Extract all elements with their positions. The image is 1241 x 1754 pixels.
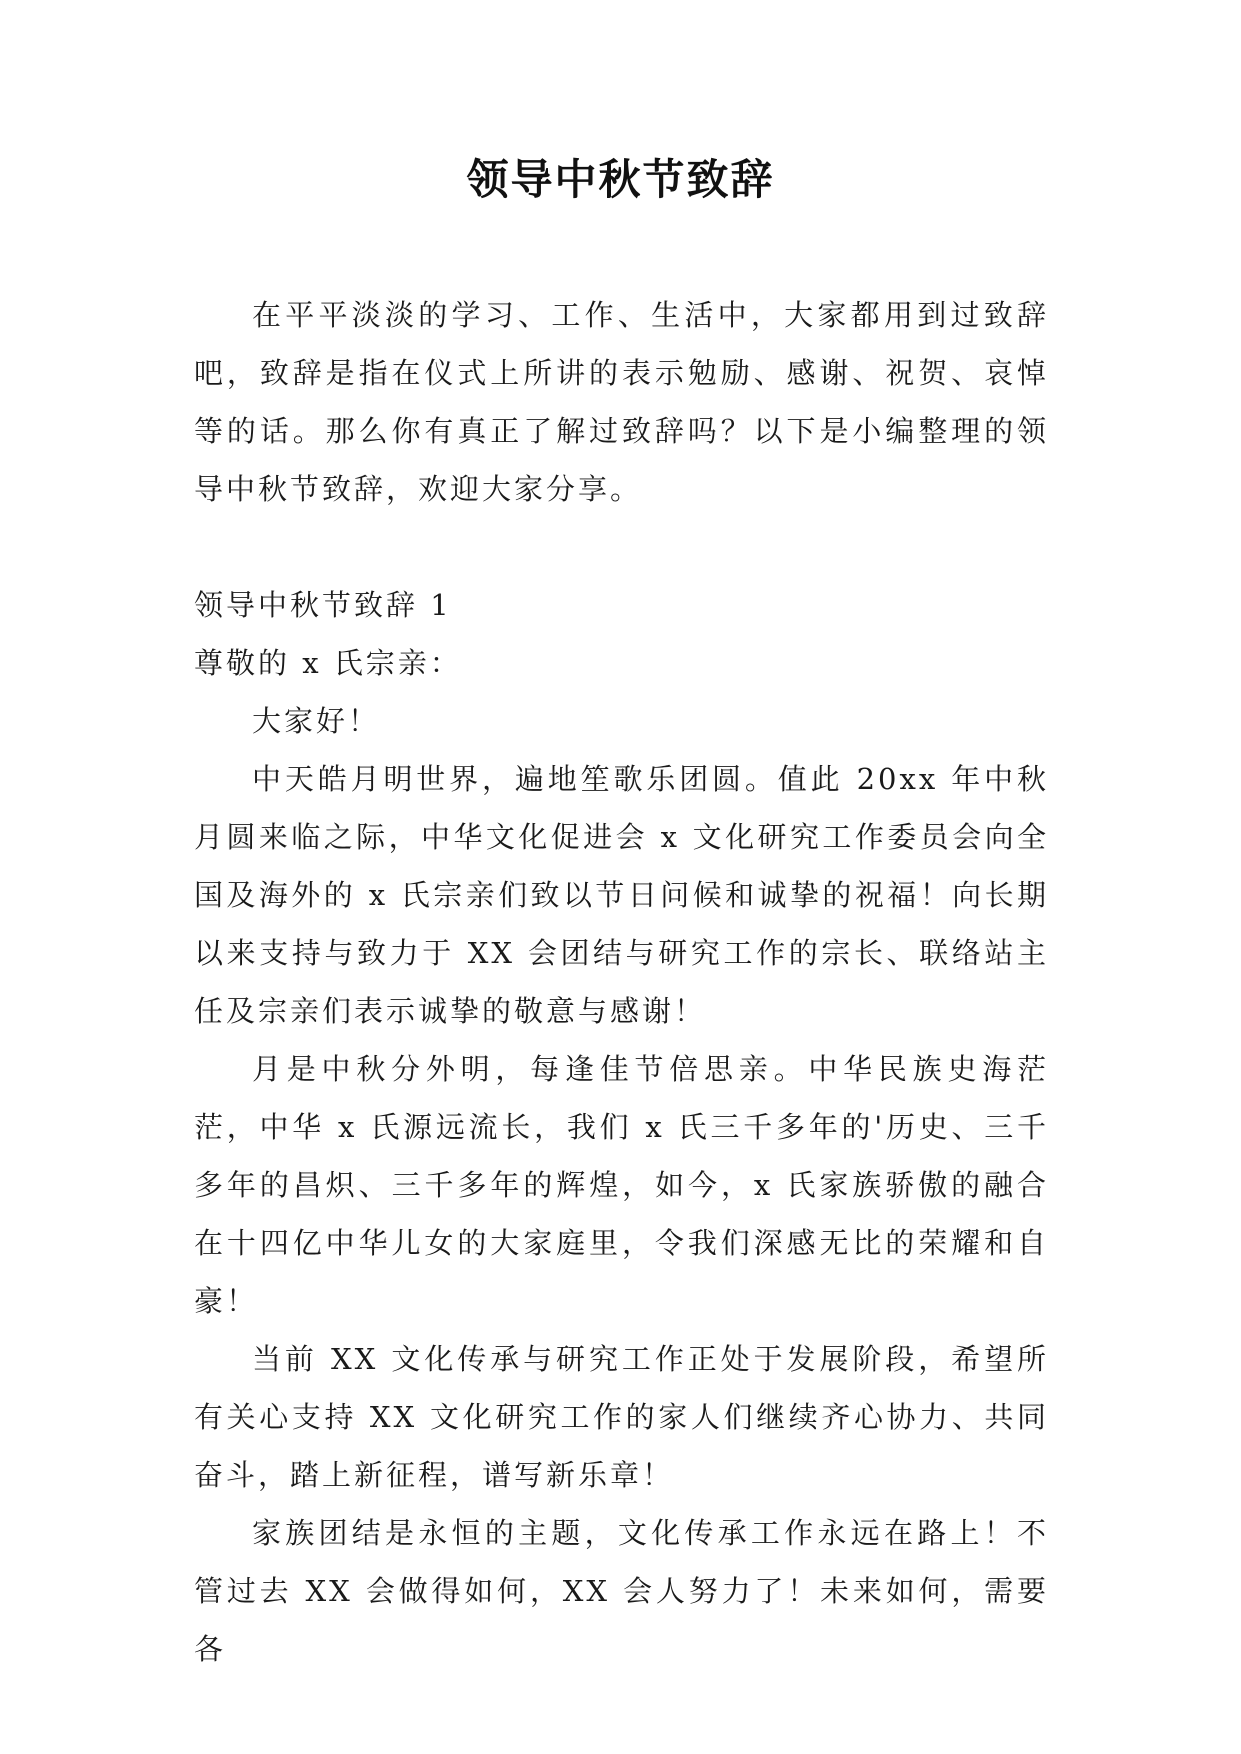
- body-paragraph: 月是中秋分外明，每逢佳节倍思亲。中华民族史海茫茫，中华 x 氏源远流长，我们 x 氏三千多年的'历史、三千多年的昌炽、三千多年的辉煌，如今，x 氏家族骄傲的融合在十四亿中华儿女的大家庭里，令我们深感无比的荣耀和自豪！: [194, 1052, 1049, 1318]
- document-title: 领导中秋节致辞: [466, 155, 775, 204]
- section-heading: 领导中秋节致辞 1: [194, 588, 452, 622]
- document-body: [194, 286, 1049, 1678]
- intro-paragraph: 在平平淡淡的学习、工作、生活中，大家都用到过致辞吧，致辞是指在仪式上所讲的表示勉励、感谢、祝贺、哀悼等的话。那么你有真正了解过致辞吗？以下是小编整理的领导中秋节致辞，欢迎大家分享。: [194, 298, 1049, 506]
- salutation: 尊敬的 x 氏宗亲：: [194, 646, 462, 680]
- body-paragraph: 中天皓月明世界，遍地笙歌乐团圆。值此 20xx 年中秋月圆来临之际，中华文化促进会 x 文化研究工作委员会向全国及海外的 x 氏宗亲们致以节日问候和诚挚的祝福！向长期以来支持与致力于 XX 会团结与研究工作的宗长、联络站主任及宗亲们表示诚挚的敬意与感谢！: [194, 762, 1049, 1028]
- body-paragraph: 家族团结是永恒的主题，文化传承工作永远在路上！不管过去 XX 会做得如何，XX 会人努力了！未来如何，需要各: [194, 1516, 1049, 1666]
- greeting: 大家好！: [252, 704, 381, 738]
- paragraph-spacer: [194, 518, 1049, 576]
- body-paragraph: 当前 XX 文化传承与研究工作正处于发展阶段，希望所有关心支持 XX 文化研究工作的家人们继续齐心协力、共同奋斗，踏上新征程，谱写新乐章！: [194, 1342, 1049, 1492]
